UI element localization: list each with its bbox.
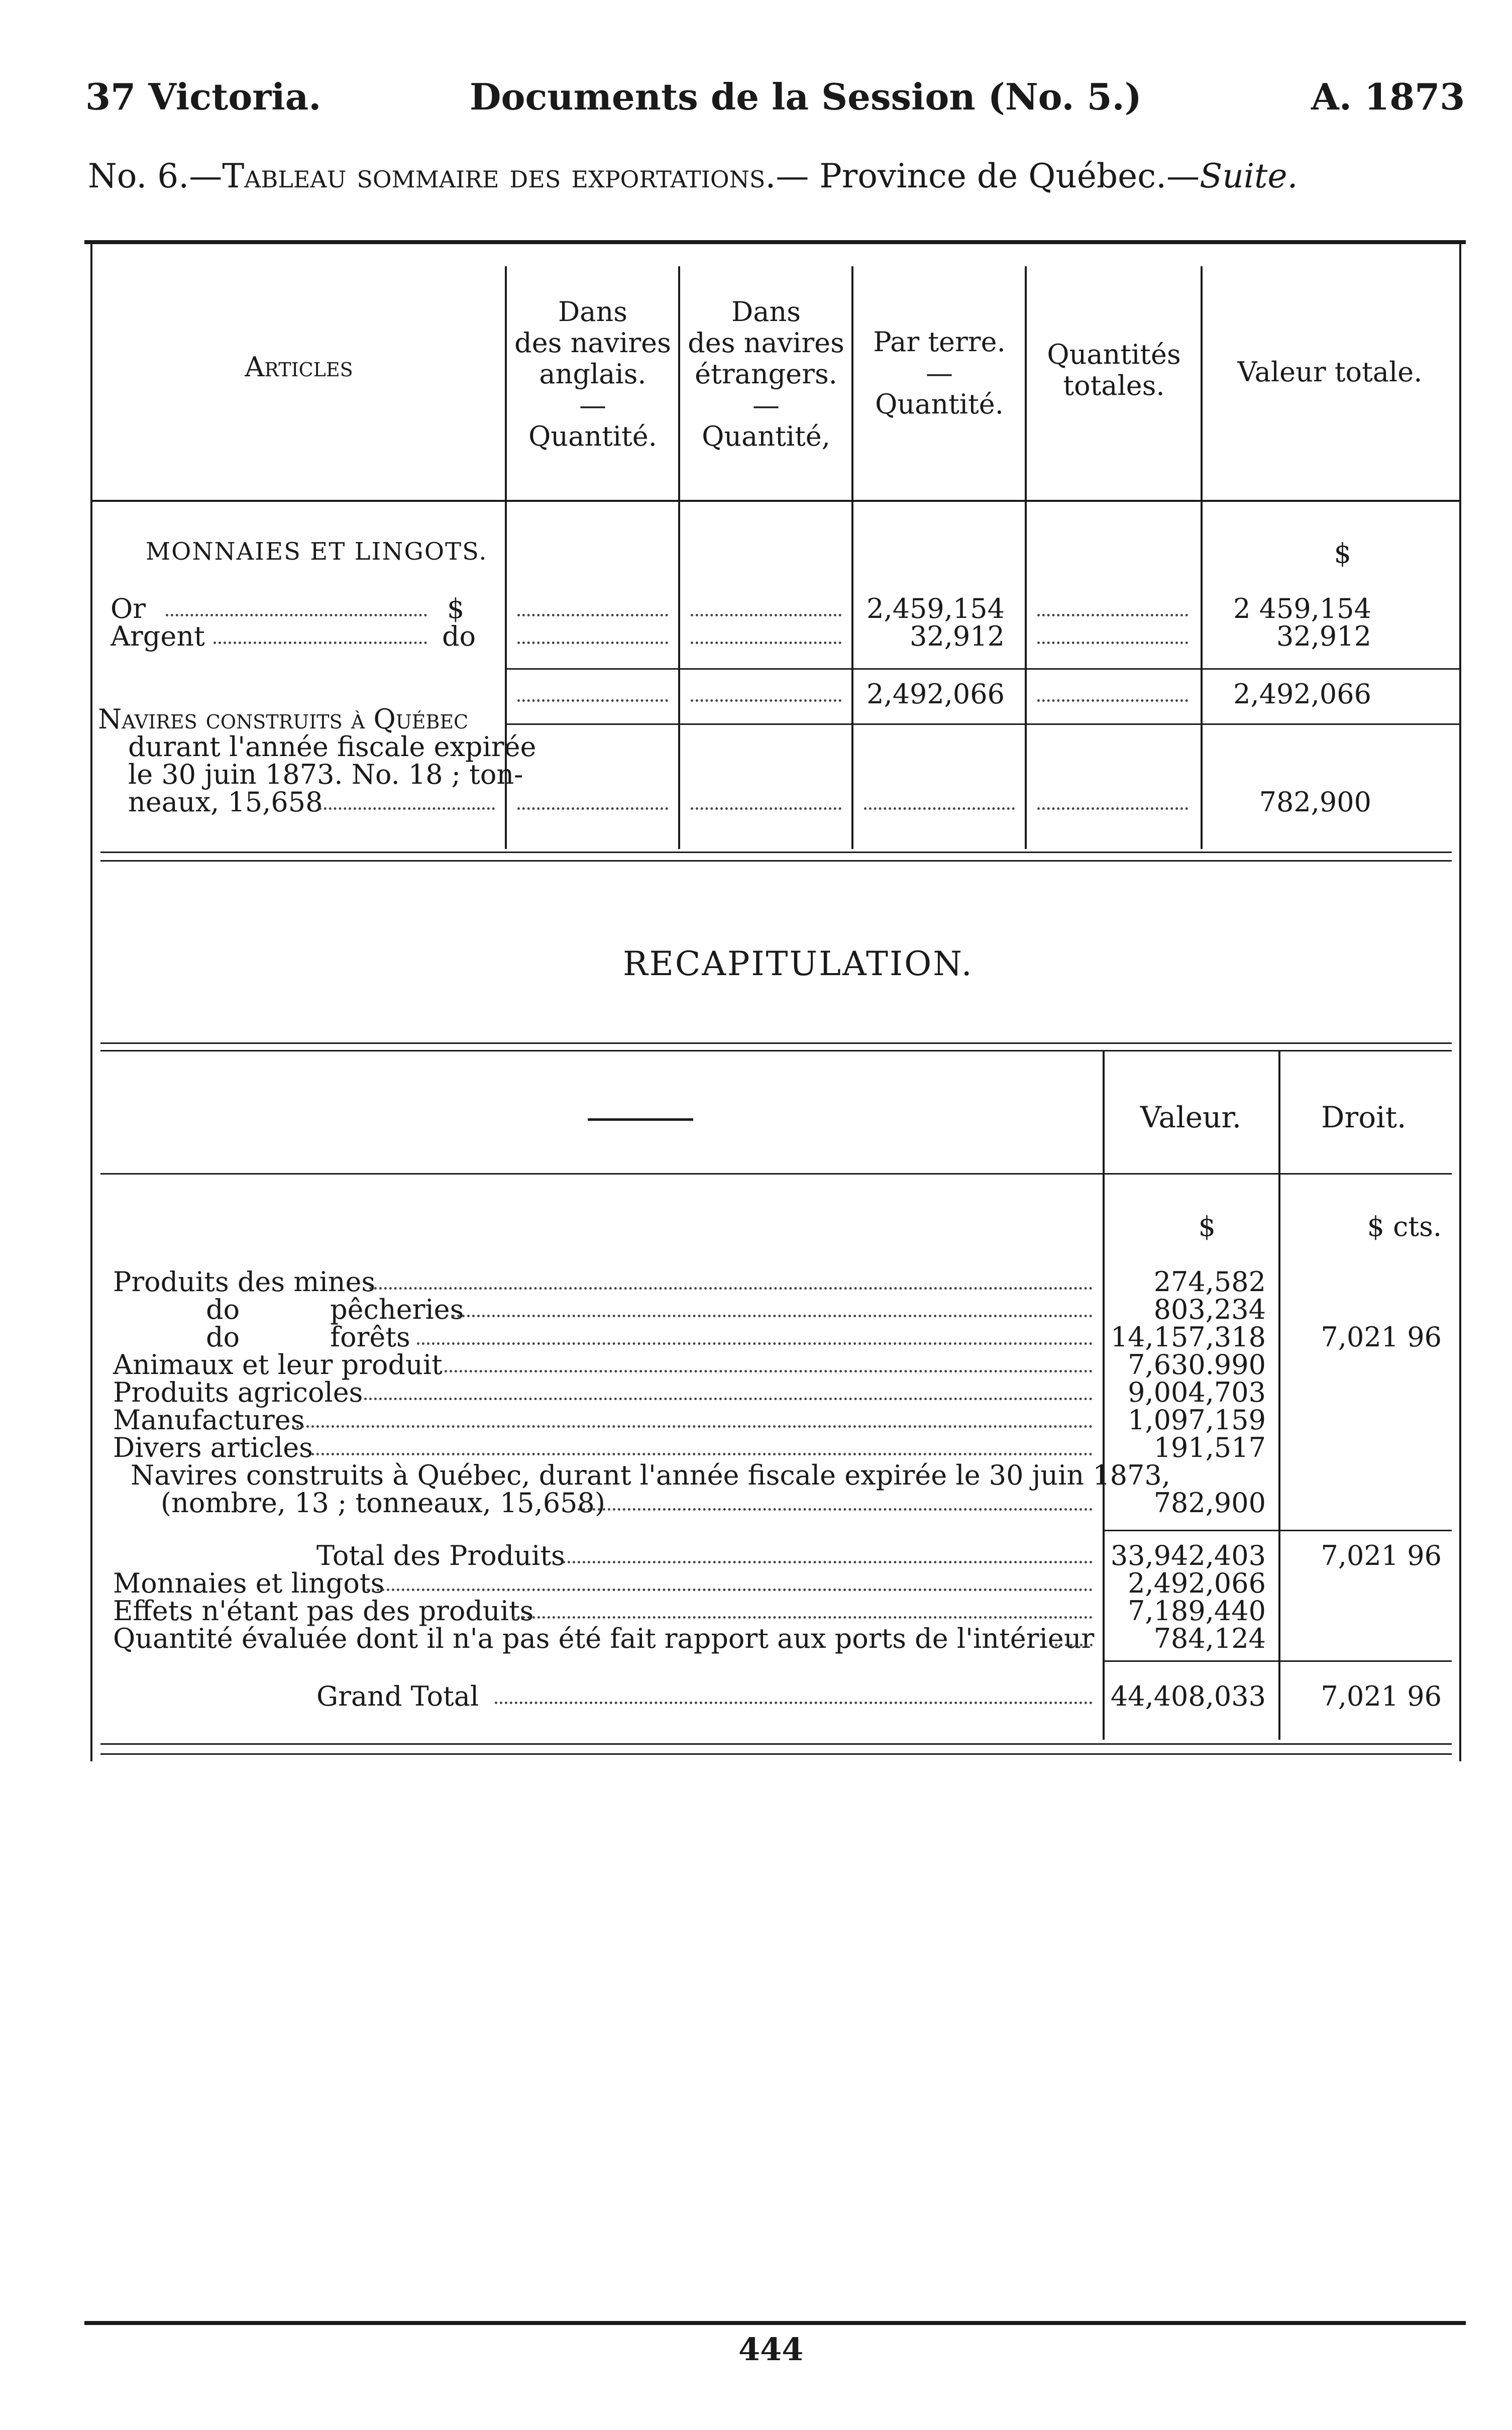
total-produits-label: Total des Produits [316, 1540, 565, 1571]
t1-subtotal-rule-left [505, 668, 851, 670]
title-main: Tableau sommaire des exportations. [222, 157, 776, 195]
leader [1050, 1644, 1093, 1646]
leader [445, 1370, 1093, 1372]
row-argent-label: Argent [111, 620, 205, 652]
header-left: 37 Victoria. [85, 75, 321, 118]
leader [364, 1398, 1093, 1400]
t1-bottom-rule-2 [100, 860, 1452, 862]
col-articles: Articles [245, 351, 353, 383]
recap-top-rule-2 [100, 1050, 1452, 1051]
total-produits-droit: 7,021 96 [1321, 1540, 1442, 1571]
leader [517, 614, 668, 616]
leader [1037, 614, 1188, 616]
recap-vline-2 [1278, 1051, 1280, 1740]
grand-total-valeur: 44,408,033 [1110, 1680, 1266, 1712]
subtotal-valeur: 2,492,066 [1233, 678, 1371, 710]
leader [367, 1589, 1093, 1591]
leader [369, 1287, 1093, 1290]
title-suite: Suite. [1200, 157, 1298, 195]
leader [563, 1561, 1093, 1563]
row-argent-valeur: 32,912 [1276, 620, 1371, 652]
recap-row-label: Manufactures [113, 1404, 305, 1436]
recap-row-label: Animaux et leur produit [113, 1349, 443, 1381]
leader [691, 699, 841, 702]
recap-col-droit: Droit. [1321, 1100, 1407, 1134]
leader [452, 1315, 1093, 1317]
recap-unit-droit: $ cts. [1367, 1211, 1442, 1242]
title-prefix: No. 6.— [88, 157, 223, 195]
recap-blank-dash [588, 1118, 693, 1121]
header-right: A. 1873 [1311, 75, 1465, 118]
navires-line3: le 30 juin 1873. No. 18 ; ton- [128, 759, 523, 790]
t1-vline-2 [678, 266, 680, 849]
page-bottom-rule [84, 2321, 1466, 2325]
recap-after-valeur: 784,124 [1153, 1623, 1266, 1654]
recap-row-label: Produits des mines [113, 1266, 376, 1298]
col-quantites-totales: Quantités totales. [1047, 339, 1181, 401]
grand-total-droit: 7,021 96 [1321, 1680, 1442, 1712]
recap-after-label: Monnaies et lingots [113, 1567, 385, 1599]
navires-line4: neaux, 15,658 [128, 786, 323, 818]
t1-subtotal-rule [851, 668, 1459, 670]
recap-total-rule [1103, 1530, 1452, 1531]
t1-vline-3 [851, 266, 853, 849]
total-produits-valeur: 33,942,403 [1110, 1540, 1266, 1571]
recap-after-label: Quantité évaluée dont il n'a pas été fait rapport aux ports de l'intérieur [113, 1623, 1095, 1654]
leader [1037, 807, 1188, 810]
col-valeur-totale: Valeur totale. [1237, 356, 1423, 388]
t1-header-rule [90, 500, 1459, 502]
recap-top-rule [100, 1042, 1452, 1044]
leader [691, 614, 841, 616]
recap-row-valeur: 803,234 [1153, 1294, 1266, 1325]
leader [578, 1508, 1093, 1511]
recap-title: RECAPITULATION. [623, 944, 974, 983]
recap-col-valeur: Valeur. [1140, 1100, 1242, 1134]
header-center: Documents de la Session (No. 5.) [470, 75, 1142, 118]
recap-row-valeur: 9,004,703 [1128, 1377, 1266, 1408]
t1-navires-rule [505, 723, 1459, 725]
recap-bottom-rule [100, 1743, 1452, 1745]
recap-row-valeur: 782,900 [1153, 1487, 1266, 1519]
recap-row-valeur: 7,630.990 [1128, 1349, 1266, 1381]
leader [517, 642, 668, 644]
leader [319, 807, 495, 810]
leader [311, 1453, 1093, 1455]
title-suffix: — Province de Québec.— [776, 157, 1200, 195]
t1-vline-5 [1201, 266, 1203, 849]
leader [166, 614, 427, 616]
navires-valeur: 782,900 [1259, 786, 1371, 818]
recap-row-valeur: 191,517 [1153, 1432, 1266, 1463]
recap-row-droit: 7,021 96 [1321, 1321, 1442, 1353]
col-etrangers: Dans des navires étrangers. — Quantité, [688, 296, 844, 452]
recap-header-rule [100, 1173, 1452, 1175]
recap-unit-valeur: $ [1198, 1211, 1216, 1242]
row-or-unit: $ [447, 593, 465, 624]
recap-row-valeur: 1,097,159 [1128, 1404, 1266, 1436]
recap-row-valeur: 274,582 [1153, 1266, 1266, 1298]
leader [296, 1425, 1093, 1428]
recap-row-label: (nombre, 13 ; tonneaux, 15,658) [161, 1487, 605, 1519]
navires-line1: Navires construits à Québec [98, 703, 469, 735]
recap-grand-rule [1103, 1660, 1452, 1662]
recap-row-valeur: 14,157,318 [1110, 1321, 1266, 1353]
row-argent-unit: do [442, 620, 476, 652]
section-monnaies: MONNAIES ET LINGOTS. [146, 538, 488, 566]
navires-line2: durant l'année fiscale expirée [128, 731, 536, 763]
row-or-label: Or [111, 593, 146, 624]
frame-left [90, 244, 92, 1761]
leader [512, 1616, 1093, 1619]
recap-row-label: do pêcheries [206, 1294, 464, 1325]
col-terre: Par terre. — Quantité. [873, 326, 1006, 420]
row-or-terre: 2,459,154 [867, 593, 1005, 624]
page-number: 444 [738, 2331, 804, 2368]
leader [417, 1342, 1093, 1345]
recap-row-label: do forêts [206, 1321, 410, 1353]
grand-total-label: Grand Total [316, 1680, 479, 1712]
t1-bottom-rule [100, 852, 1452, 853]
recap-bottom-rule-2 [100, 1753, 1452, 1755]
recap-vline-1 [1103, 1051, 1105, 1740]
top-rule [84, 240, 1466, 244]
leader [1037, 699, 1188, 702]
frame-right [1459, 244, 1461, 1761]
recap-row-label: Navires construits à Québec, durant l'année fiscale expirée le 30 juin 1873, [131, 1459, 1170, 1491]
t1-dollar-unit: $ [1334, 538, 1351, 569]
recap-row-label: Produits agricoles [113, 1377, 363, 1408]
recap-row-label: Divers articles [113, 1432, 313, 1463]
row-argent-terre: 32,912 [910, 620, 1005, 652]
col-anglais: Dans des navires anglais. — Quantité. [514, 296, 671, 452]
t1-vline-4 [1025, 266, 1027, 849]
leader [495, 1702, 1093, 1704]
page-title [88, 157, 1298, 195]
leader [691, 807, 841, 810]
recap-after-valeur: 2,492,066 [1128, 1567, 1266, 1599]
leader [517, 807, 668, 810]
leader [1037, 642, 1188, 644]
leader [864, 807, 1015, 810]
subtotal-terre: 2,492,066 [867, 678, 1005, 710]
recap-after-valeur: 7,189,440 [1128, 1595, 1266, 1627]
leader [517, 699, 668, 702]
leader [213, 642, 427, 644]
leader [691, 642, 841, 644]
recap-after-label: Effets n'étant pas des produits [113, 1595, 534, 1627]
row-or-valeur: 2 459,154 [1233, 593, 1371, 624]
